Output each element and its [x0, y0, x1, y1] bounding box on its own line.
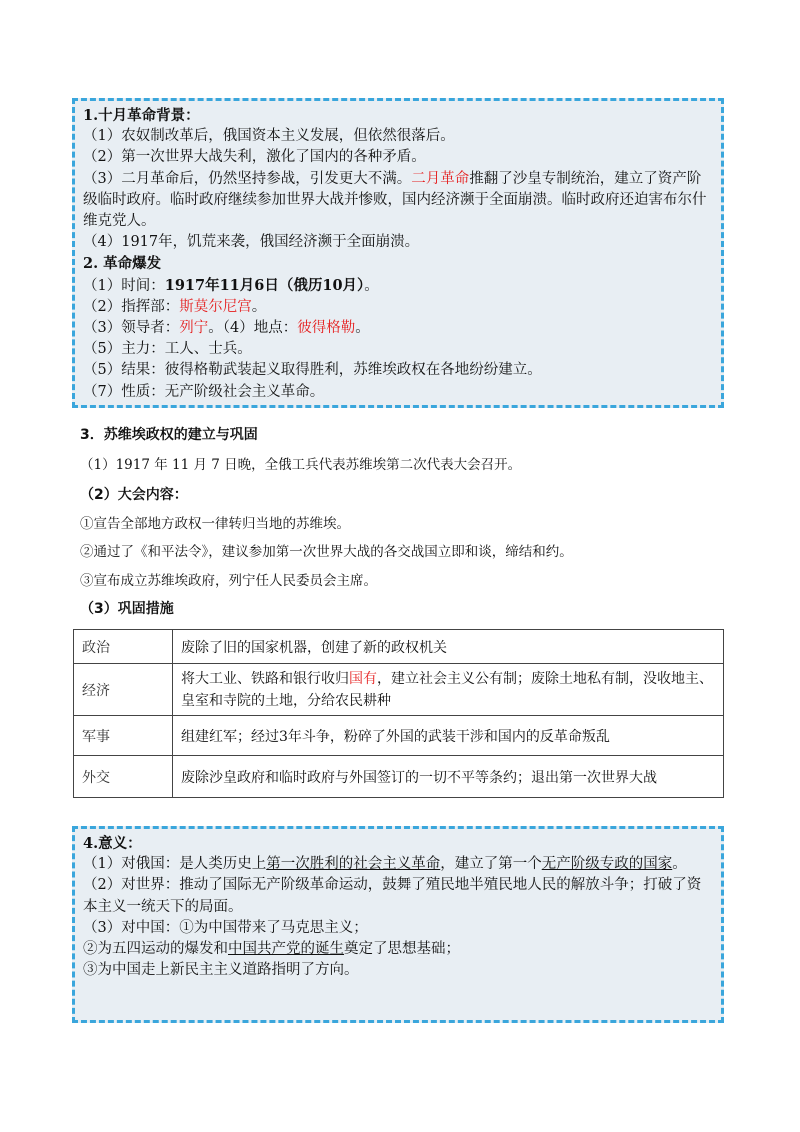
table-cell-category: 外交	[74, 756, 173, 798]
text: 。	[364, 277, 379, 294]
blank-first-socialist-revolution: 第一次胜利的社会主义革命	[266, 856, 441, 873]
subheading-congress: （2）大会内容：	[80, 487, 188, 503]
text: 。	[251, 298, 267, 315]
outbreak-result: （5）结果：彼得格勒武装起义取得胜利，苏维埃政权在各地纷纷建立。	[83, 362, 542, 379]
significance-china-3: ③为中国走上新民主主义道路指明了方向。	[83, 962, 359, 979]
significance-world: （2）对世界：推动了国际无产阶级革命运动，鼓舞了殖民地半殖民地人民的解放斗争；打破了资本主义一统天下的局面。	[83, 877, 702, 915]
table-row	[74, 664, 724, 716]
text: （1）时间：	[83, 277, 165, 294]
table-cell-category: 军事	[74, 716, 173, 756]
background-item-3	[83, 169, 713, 233]
section-title: 3．苏维埃政权的建立与巩固	[80, 427, 258, 443]
significance-china: （3）对中国：①为中国带来了马克思主义；	[83, 919, 368, 936]
highlight-lenin: 列宁	[179, 320, 209, 337]
text: ②为五四运动的爆发和	[83, 941, 228, 958]
text: 。	[672, 856, 687, 873]
text: 。（4）地点：	[208, 320, 298, 337]
list-item: ③宣布成立苏维埃政府，列宁任人民委员会主席。	[80, 573, 377, 589]
text: ，建立了第一个	[440, 856, 542, 873]
outbreak-leader-location	[83, 318, 713, 339]
heading-outbreak: 2. 革命爆发	[83, 255, 162, 273]
background-item-1: （1）农奴制改革后，俄国资本主义发展，但依然很落后。	[83, 128, 455, 145]
subheading-measures: （3）巩固措施	[80, 601, 174, 617]
list-item: ②通过了《和平法令》，建议参加第一次世界大战的各交战国立即和谈，缔结和约。	[80, 544, 573, 560]
table-cell: 废除了旧的国家机器，创建了新的政权机关	[173, 630, 724, 664]
heading-significance: 4.意义：	[83, 835, 142, 852]
text: ，建立社会主义公有制；废除土地私有制，没收地主、皇室和寺院的土地，分给农民耕种	[181, 670, 713, 709]
table-cell: 组建红军；经过3年斗争，粉碎了外国的武装干涉和国内的反革命叛乱	[173, 716, 724, 756]
text: （1）对俄国：是人类历史上	[83, 856, 267, 873]
highlight-smolny: 斯莫尔尼宫	[179, 298, 252, 315]
table-cell	[173, 664, 724, 716]
text: 奠定了思想基础；	[344, 941, 460, 958]
outbreak-main-force: （5）主力：工人、士兵。	[83, 341, 252, 358]
text: （3）二月革命后，仍然坚持参战，引发更大不满。	[83, 170, 412, 187]
outbreak-headquarters	[83, 297, 713, 318]
outbreak-time	[83, 275, 713, 297]
table-cell-category: 政治	[74, 630, 173, 664]
significance-box	[72, 826, 724, 1023]
text: 。	[355, 320, 370, 337]
significance-china-2	[83, 939, 713, 960]
highlight-petrograd: 彼得格勒	[297, 320, 356, 337]
text: （2）指挥部：	[83, 298, 180, 315]
table-cell: 废除沙皇政府和临时政府与外国签订的一切不平等条约；退出第一次世界大战	[173, 756, 724, 798]
text: 将大工业、铁路和银行收归	[181, 670, 349, 687]
measures-table	[73, 629, 724, 798]
significance-russia	[83, 854, 713, 875]
background-box	[72, 98, 724, 408]
text: 推翻了沙皇专制统治，建立了资产阶级临时政府。临时政府继续参加世界大战并惨败，国内经济濒于全面崩溃。临时政府还迫害布尔什维克党人。	[83, 170, 707, 230]
table-row	[74, 630, 724, 664]
table-cell-category: 经济	[74, 664, 173, 716]
text: （3）领导者：	[83, 320, 180, 337]
blank-cpc-founding: 中国共产党的诞生	[228, 941, 344, 958]
heading-background: 1.十月革命背景：	[83, 107, 200, 124]
blank-proletarian-dictatorship: 无产阶级专政的国家	[541, 856, 673, 873]
list-item: ①宣告全部地方政权一律转归当地的苏维埃。	[80, 516, 350, 532]
table-row	[74, 756, 724, 798]
date: 1917年11月6日（俄历10月）	[164, 276, 365, 294]
highlight-february-revolution: 二月革命	[411, 170, 470, 187]
highlight-state-owned: 国有	[349, 670, 377, 687]
background-item-2: （2）第一次世界大战失利，激化了国内的各种矛盾。	[83, 149, 426, 166]
table-row	[74, 716, 724, 756]
outbreak-nature: （7）性质：无产阶级社会主义革命。	[83, 383, 325, 400]
background-item-4: （4）1917年，饥荒来袭，俄国经济濒于全面崩溃。	[83, 234, 420, 251]
paragraph: （1）1917 年 11 月 7 日晚，全俄工兵代表苏维埃第二次代表大会召开。	[80, 457, 522, 473]
